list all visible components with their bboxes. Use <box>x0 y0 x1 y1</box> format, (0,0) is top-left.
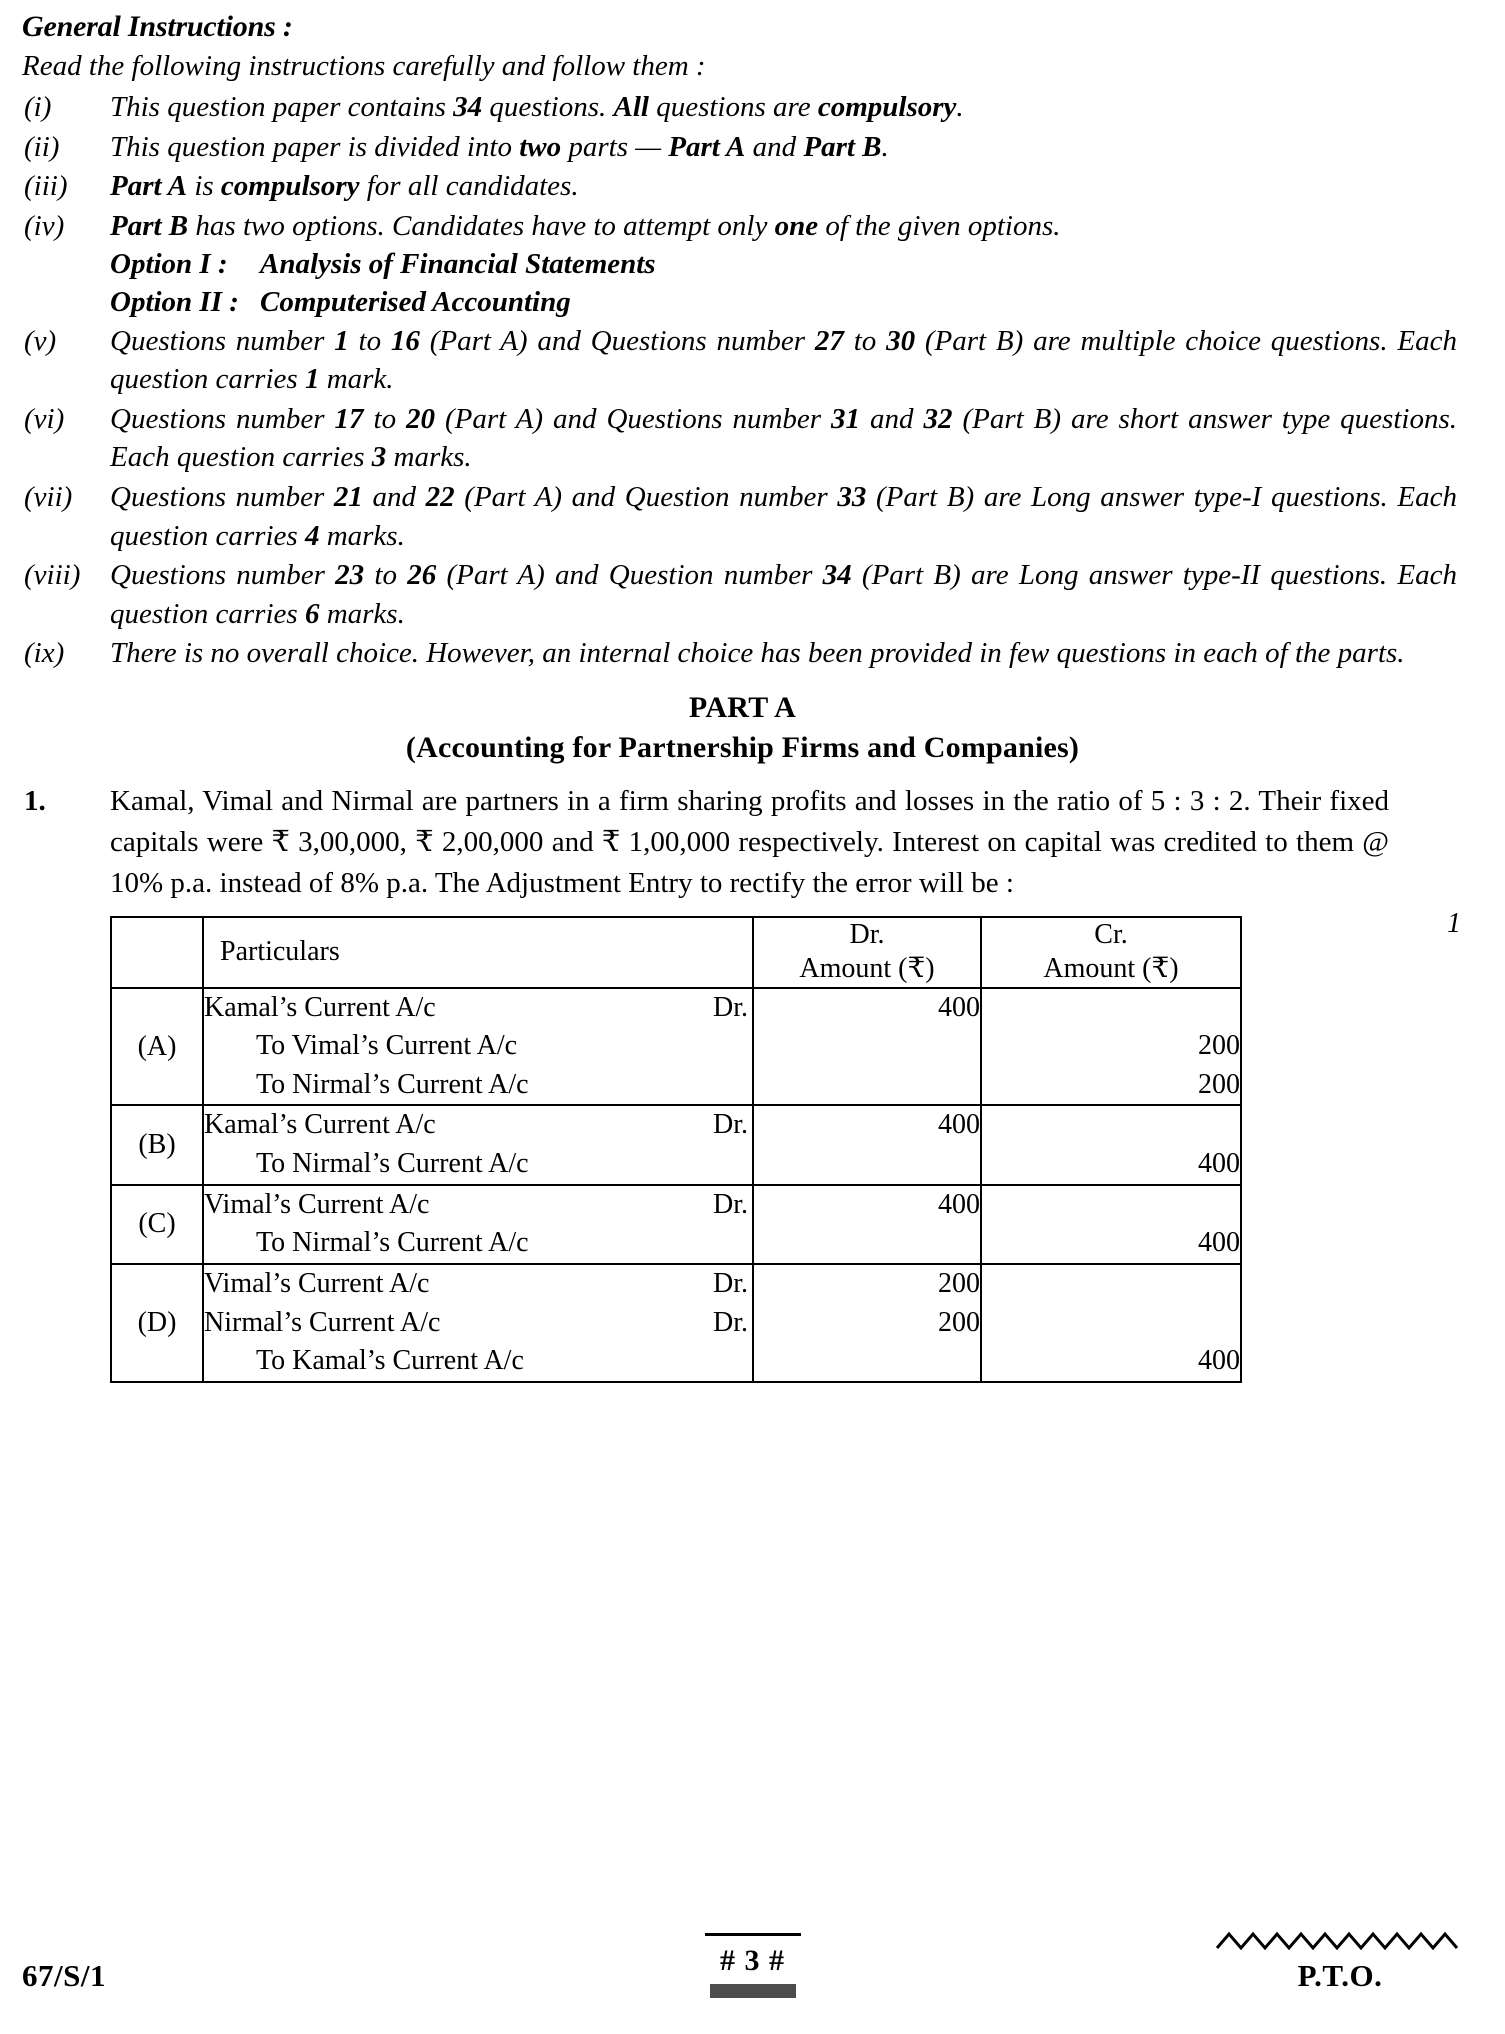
instruction-item-vii <box>22 478 1463 555</box>
amount-value: 200 <box>1198 1030 1240 1062</box>
instruction-marker: (iv) <box>24 209 65 242</box>
paper-code: 67/S/1 <box>22 1958 106 1993</box>
header-dr-line1: Dr. <box>849 919 885 951</box>
instruction-text: Part B has two options. Candidates have to attempt only one of the given options. <box>110 209 1061 242</box>
amount-value: 400 <box>938 991 980 1023</box>
amount-value: 400 <box>1198 1345 1240 1377</box>
pto-block <box>1215 1928 1465 1994</box>
footer-rule <box>705 1933 801 1936</box>
header-dr-line2: Amount (₹) <box>799 953 935 985</box>
row-option-label: (D) <box>111 1264 203 1382</box>
row-cr-amount <box>981 988 1241 1106</box>
instruction-text: This question paper is divided into two parts — Part A and Part B. <box>110 130 889 163</box>
account-name: Nirmal’s Current A/c <box>204 1306 441 1338</box>
table-header-row <box>111 917 1241 987</box>
header-option-col <box>111 917 203 987</box>
instruction-text: Questions number 17 to 20 (Part A) and Questions number 31 and 32 (Part B) are short answer type questions. Each question carries 3 marks. <box>110 402 1457 474</box>
header-cr-amount <box>981 917 1241 987</box>
account-name: To Nirmal’s Current A/c <box>256 1148 529 1180</box>
dr-tag: Dr. <box>713 1306 748 1338</box>
instruction-item-v <box>22 322 1463 399</box>
instruction-marker: (vii) <box>24 480 73 513</box>
instruction-marker: (vi) <box>24 402 65 435</box>
instruction-marker: (v) <box>24 324 57 357</box>
part-a-subheading: (Accounting for Partnership Firms and Companies) <box>405 730 1080 764</box>
instruction-text: This question paper contains 34 questions. All questions are compulsory. <box>110 91 964 124</box>
particulars-line <box>204 1027 752 1066</box>
question-body <box>110 781 1463 1383</box>
instruction-item-ix <box>22 634 1463 673</box>
dr-tag <box>740 1224 752 1263</box>
general-instructions-title: General Instructions : <box>22 10 293 43</box>
dr-tag: Dr. <box>713 1267 748 1299</box>
table-row[interactable] <box>111 1105 1241 1184</box>
row-particulars <box>203 1185 753 1264</box>
particulars-line <box>204 1304 752 1343</box>
instruction-text: Questions number 21 and 22 (Part A) and Question number 33 (Part B) are Long answer type-I questions. Each question carries 4 marks. <box>110 480 1458 552</box>
instruction-text: There is no overall choice. However, an internal choice has been provided in few questions in each of the parts. <box>110 637 1405 670</box>
instruction-marker: (ii) <box>24 130 60 163</box>
instruction-item-iv <box>22 207 1463 246</box>
account-name: Kamal’s Current A/c <box>204 991 436 1023</box>
table-body <box>111 988 1241 1382</box>
page-footer <box>0 1902 1505 1998</box>
row-particulars <box>203 1105 753 1184</box>
option-value: Computerised Accounting <box>260 286 571 319</box>
dr-tag <box>740 1342 752 1381</box>
header-cr-line1: Cr. <box>1094 919 1128 951</box>
row-cr-amount <box>981 1105 1241 1184</box>
row-cr-amount <box>981 1264 1241 1382</box>
row-particulars <box>203 988 753 1106</box>
amount-value: 400 <box>1198 1227 1240 1259</box>
squiggle-icon <box>1215 1928 1465 1954</box>
dr-tag: Dr. <box>713 1188 748 1220</box>
row-dr-amount <box>753 1105 981 1184</box>
amount-value: 200 <box>938 1267 980 1299</box>
instruction-item-vi <box>22 400 1463 477</box>
instruction-marker: (ix) <box>24 637 65 670</box>
row-particulars <box>203 1264 753 1382</box>
part-b-option-2 <box>110 284 1463 322</box>
option-label: Option I : <box>110 248 228 281</box>
pto-text: P.T.O. <box>1297 1958 1383 1993</box>
amount-value: 400 <box>1198 1148 1240 1180</box>
instruction-item-iii <box>22 167 1463 206</box>
account-name: To Vimal’s Current A/c <box>256 1030 518 1062</box>
dr-tag <box>740 1145 752 1184</box>
option-value: Analysis of Financial Statements <box>260 248 656 281</box>
amount-value: 200 <box>938 1306 980 1338</box>
instruction-item-viii <box>22 556 1463 633</box>
row-option-label: (B) <box>111 1105 203 1184</box>
dr-tag: Dr. <box>713 1109 748 1141</box>
account-name: To Nirmal’s Current A/c <box>256 1227 529 1259</box>
particulars-line <box>204 1224 752 1263</box>
header-dr-amount <box>753 917 981 987</box>
instruction-item-ii <box>22 128 1463 167</box>
instruction-text: Questions number 1 to 16 (Part A) and Questions number 27 to 30 (Part B) are multiple choice questions. Each question carries 1 mark. <box>110 324 1457 396</box>
account-name: To Kamal’s Current A/c <box>256 1345 524 1377</box>
general-instructions-lead: Read the following instructions carefully and follow them : <box>22 50 706 83</box>
instruction-marker: (i) <box>24 91 52 124</box>
particulars-line <box>204 1342 752 1381</box>
instruction-marker: (iii) <box>24 170 68 203</box>
instruction-marker: (viii) <box>24 559 81 592</box>
part-a-heading: PART A <box>688 690 797 724</box>
account-name: Vimal’s Current A/c <box>204 1267 430 1299</box>
dr-tag: Dr. <box>713 991 748 1023</box>
instruction-text: Questions number 23 to 26 (Part A) and Question number 34 (Part B) are Long answer type-II questions. Each question carries 6 marks. <box>110 559 1457 630</box>
page-number: # 3 # <box>720 1944 785 1977</box>
question-text: Kamal, Vimal and Nirmal are partners in a firm sharing profits and losses in the ratio of 5 : 3 : 2. Their fixed capitals were ₹ 3,00,000, ₹ 2,00,000 and ₹ 1,00,000 respectively. Interest on capital was credited to them @ 10% p.a. instead of 8% p.a. The Adjustment Entry to rectify the error will be : <box>110 784 1389 900</box>
dr-tag <box>740 1066 752 1105</box>
row-option-label: (A) <box>111 988 203 1106</box>
row-option-label: (C) <box>111 1185 203 1264</box>
header-cr-line2: Amount (₹) <box>1043 953 1179 985</box>
instruction-item-i <box>22 88 1463 127</box>
question-number: 1. <box>24 784 46 817</box>
account-name: Kamal’s Current A/c <box>204 1109 436 1141</box>
table-row[interactable] <box>111 988 1241 1106</box>
particulars-line <box>204 1106 752 1145</box>
particulars-line <box>204 989 752 1028</box>
account-name: Vimal’s Current A/c <box>204 1188 430 1220</box>
row-dr-amount <box>753 1264 981 1382</box>
question-1 <box>22 781 1463 1383</box>
table-row[interactable] <box>111 1264 1241 1382</box>
instruction-text: Part A is compulsory for all candidates. <box>110 170 579 203</box>
table-row[interactable] <box>111 1185 1241 1264</box>
instructions-list-continued <box>22 322 1463 673</box>
particulars-line <box>204 1265 752 1304</box>
instructions-list <box>22 88 1463 245</box>
account-name: To Nirmal’s Current A/c <box>256 1068 529 1100</box>
option-label: Option II : <box>110 286 239 319</box>
amount-value: 200 <box>1198 1068 1240 1100</box>
row-dr-amount <box>753 988 981 1106</box>
dr-tag <box>740 1027 752 1066</box>
footer-bar <box>710 1984 796 1998</box>
particulars-line <box>204 1066 752 1105</box>
question-marks: 1 <box>1447 908 1461 940</box>
amount-value: 400 <box>938 1109 980 1141</box>
particulars-line <box>204 1145 752 1184</box>
amount-value: 400 <box>938 1188 980 1220</box>
row-cr-amount <box>981 1185 1241 1264</box>
particulars-line <box>204 1186 752 1225</box>
part-b-option-1 <box>110 246 1463 284</box>
header-particulars: Particulars <box>203 917 753 987</box>
row-dr-amount <box>753 1185 981 1264</box>
adjustment-entry-options-table <box>110 916 1242 1383</box>
